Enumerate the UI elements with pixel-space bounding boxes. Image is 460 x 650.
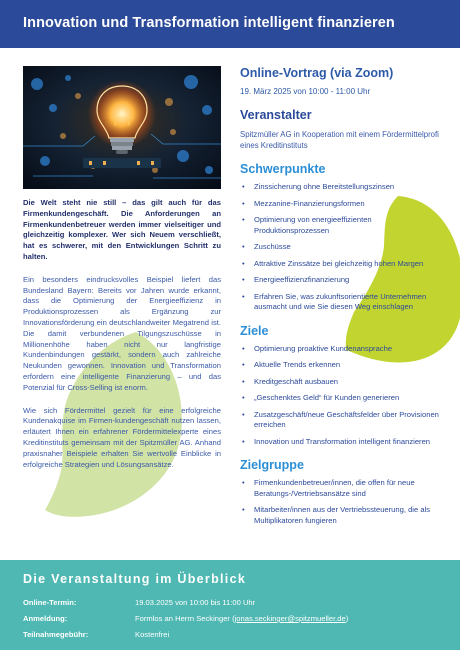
fee-label: Teilnahmegebühr: <box>23 630 89 639</box>
goals-title: Ziele <box>240 323 269 338</box>
list-item-text: Innovation und Transformation intelligent finanzieren <box>254 436 431 446</box>
bullet-icon: • <box>242 478 245 487</box>
list-item <box>240 437 445 448</box>
bullet-icon: • <box>242 242 245 251</box>
online-lecture-title: Online-Vortrag (via Zoom) <box>240 66 394 80</box>
list-item-text: „Geschenktes Geld“ für Kunden generieren <box>254 393 400 402</box>
bullet-icon: • <box>242 258 245 268</box>
list-item-text: Zinssicherung ohne Bereitstellungszinsen <box>254 182 395 191</box>
intro-paragraph-bavaria: Ein besonders eindrucksvolles Beispiel liefert das Bundesland Bayern: Bereits vor Jahren wurde erkannt, dass die Optimierung der Energieeffizienz in Produktionsprozessen als Ergänzung zur Innovationsförderung ein deutschlandweiter Megatrend ist. Die damit verbundenen Tilgungszuschüsse in Millionenhöhe haben nicht nur langfristige Kundenbindungen gestärkt, sondern auch zahlreiche Neukunden gewonnen. Innovation und Transformation erfordern eine intelligente Finanzierung – und das Potenzial für Cross-Selling ist enorm. <box>23 274 221 392</box>
lightbulb-circuit-photo-icon <box>23 66 221 189</box>
page-title: Innovation und Transformation intelligent finanzieren <box>23 15 395 31</box>
online-date-value: 19.03.2025 von 10:00 bis 11:00 Uhr <box>135 598 256 607</box>
audience-list <box>240 478 445 526</box>
list-item <box>240 344 445 355</box>
online-lecture-date: 19. März 2025 von 10:00 - 11:00 Uhr <box>240 87 371 96</box>
list-item <box>240 292 445 313</box>
focus-title: Schwerpunkte <box>240 162 326 176</box>
list-item <box>240 182 445 193</box>
registration-label: Anmeldung: <box>23 614 68 623</box>
overview-title: Die Veranstaltung im Überblick <box>23 572 247 586</box>
goals-list <box>240 344 445 448</box>
intro-lead: Die Welt steht nie still – das gilt auch für das Firmenkundengeschäft. Die Anforderungen an Firmenkundenbetreuer werden immer vielseitiger und gleichzeitig komplexer. Wer sich Neuem verschließt, hat es schwerer, mit den Entwicklungen Schritt zu halten. <box>23 198 221 261</box>
registration-prefix: Formlos an Herrn Seckinger ( <box>135 614 235 623</box>
list-item-text: Erfahren Sie, was zukunftsorientierte Unternehmen ausmacht und wie Sie diesen Weg einschlagen <box>254 291 427 311</box>
list-item-text: Firmenkundenbetreuer/innen, die offen für neue Beratungs-/Vertriebsansätze sind <box>254 478 415 498</box>
list-item-text: Optimierung proaktive Kundenansprache <box>254 343 393 353</box>
overview-row-online <box>23 598 443 609</box>
focus-list <box>240 182 445 313</box>
bullet-icon: • <box>242 436 245 446</box>
bullet-icon: • <box>242 393 245 402</box>
bullet-icon: • <box>242 198 245 208</box>
list-item-text: Attraktive Zinssätze bei gleichzeitig hohen Margen <box>254 258 424 268</box>
list-item <box>240 275 445 286</box>
bullet-icon: • <box>242 360 245 369</box>
online-date-label: Online-Termin: <box>23 598 77 607</box>
organizer-title: Veranstalter <box>240 108 312 122</box>
list-item-text: Kreditgeschäft ausbauen <box>254 376 339 386</box>
bullet-icon: • <box>242 291 245 301</box>
hero-image <box>23 66 221 189</box>
list-item-text: Energieeffizienzfinanzierung <box>254 275 350 284</box>
list-item <box>240 259 445 270</box>
list-item-text: Zusatzgeschäft/neue Geschäftsfelder über Provisionen erreichen <box>254 409 439 429</box>
event-details-column <box>240 66 445 532</box>
bullet-icon: • <box>242 182 245 191</box>
overview-row-registration <box>23 614 443 625</box>
fee-value: Kostenfrei <box>135 630 170 639</box>
list-item <box>240 215 445 236</box>
audience-title: Zielgruppe <box>240 458 304 472</box>
intro-text-column <box>23 198 221 482</box>
list-item-text: Optimierung von energieeffizienten Produktionsprozessen <box>254 215 372 235</box>
intro-paragraph-funding: Wie sich Fördermittel gezielt für eine erfolgreiche Kundenakquise im Firmen-kundengeschäft nutzen lassen, erläutert Ihnen ein erfahrener Fördermittelexperte eines Kreditinstituts gemeinsam mit der Spitzmüller AG. Anhand praxisnaher Beispiele erhalten Sie wertvolle Einblicke in erfolgreiche Strategien und Lösungsansätze. <box>23 405 221 469</box>
registration-value <box>135 614 348 623</box>
list-item <box>240 478 445 499</box>
list-item <box>240 242 445 253</box>
list-item <box>240 393 445 404</box>
list-item-text: Zuschüsse <box>254 242 291 251</box>
bullet-icon: • <box>242 376 245 386</box>
list-item-text: Mezzanine-Finanzierungsformen <box>254 198 365 208</box>
list-item <box>240 410 445 431</box>
bullet-icon: • <box>242 275 245 284</box>
list-item-text: Mitarbeiter/innen aus der Vertriebssteuerung, die als Multiplikatoren fungieren <box>254 505 431 525</box>
list-item <box>240 377 445 388</box>
bullet-icon: • <box>242 505 245 514</box>
organizer-text: Spitzmüller AG in Kooperation mit einem Fördermittelprofi eines Kreditinstituts <box>240 130 439 150</box>
registration-suffix: ) <box>345 614 349 623</box>
list-item <box>240 505 445 526</box>
list-item-text: Aktuelle Trends erkennen <box>254 360 341 369</box>
bullet-icon: • <box>242 343 245 353</box>
overview-footer <box>0 560 460 650</box>
bullet-icon: • <box>242 409 245 419</box>
overview-row-fee <box>23 630 443 641</box>
registration-email-link[interactable]: jonas.seckinger@spitzmueller.de <box>234 614 346 623</box>
bullet-icon: • <box>242 215 245 224</box>
list-item <box>240 199 445 210</box>
list-item <box>240 360 445 371</box>
